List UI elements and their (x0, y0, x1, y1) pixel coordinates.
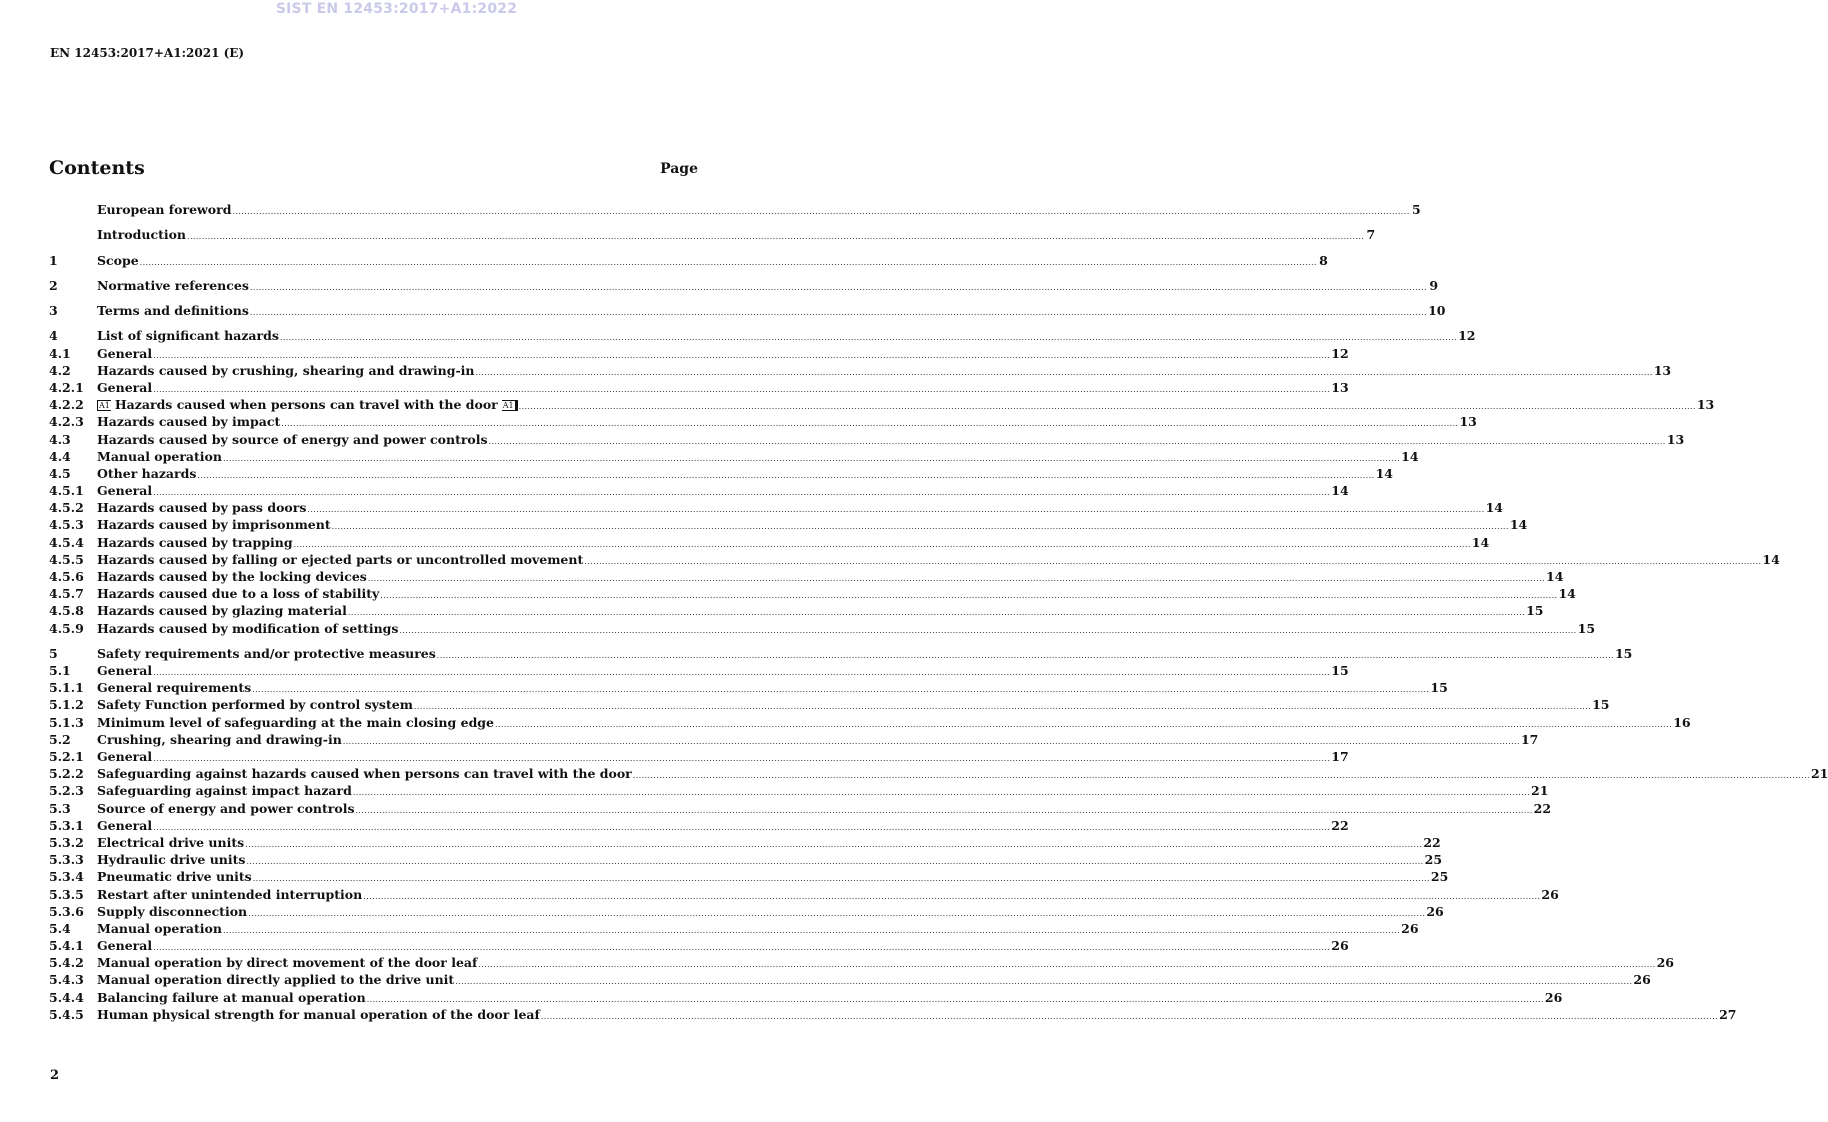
toc-entry[interactable] (49, 989, 1563, 1006)
toc-entry-title: General (97, 749, 153, 764)
toc-entry-title (97, 396, 518, 413)
toc-entry[interactable] (49, 226, 1376, 243)
page-column-label: Page (660, 161, 698, 177)
toc-entry-title: Electrical drive units (97, 834, 245, 850)
toc-entry-number: 5.1.3 (49, 714, 84, 730)
toc-entry[interactable] (49, 396, 1715, 413)
dot-leader: ................................................................................................................................................................................................................................................................................................................................................................................................................ (281, 419, 1459, 429)
toc-entry-title: Hazards caused by falling or ejected parts or uncontrolled movement (97, 551, 584, 567)
toc-entry-page: 22 (1423, 834, 1441, 850)
toc-entry-page: 15 (1614, 645, 1633, 661)
toc-entry-number: 5.1.1 (49, 680, 84, 696)
toc-entry-title: Pneumatic drive units (97, 869, 252, 885)
toc-entry-number: 5.3.5 (49, 886, 84, 902)
toc-entry-page: 27 (1719, 1006, 1737, 1022)
toc-entry[interactable] (49, 413, 1477, 430)
dot-leader: ................................................................................................................................................................................................................................................................................................................................................................................................................ (222, 925, 1401, 935)
toc-entry-number: 5.1 (49, 663, 71, 679)
dot-leader: ................................................................................................................................................................................................................................................................................................................................................................................................................ (475, 367, 1653, 377)
toc-entry-title: Hazards caused by pass doors (97, 500, 307, 516)
toc-entry-title: Manual operation directly applied to the drive unit (97, 972, 455, 988)
toc-entry-page: 14 (1471, 534, 1490, 550)
dot-leader: ................................................................................................................................................................................................................................................................................................................................................................................................................ (153, 350, 1331, 360)
footer-page-number: 2 (50, 1068, 60, 1083)
toc-entry-number: 4.5.1 (49, 483, 84, 499)
dot-leader: ................................................................................................................................................................................................................................................................................................................................................................................................................ (139, 257, 1317, 267)
toc-entry-number: 5.4.1 (49, 938, 84, 954)
dot-leader: ................................................................................................................................................................................................................................................................................................................................................................................................................ (584, 556, 1762, 566)
toc-entry-page: 22 (1331, 817, 1349, 833)
toc-entry[interactable] (49, 327, 1476, 344)
dot-leader: ................................................................................................................................................................................................................................................................................................................................................................................................................ (540, 1011, 1719, 1021)
toc-entry-title: Minimum level of safeguarding at the main closing edge (97, 714, 495, 730)
amendment-end-marker: A1 (502, 400, 518, 411)
toc-entry-number: 2 (49, 277, 58, 293)
toc-entry-page: 12 (1331, 345, 1349, 361)
toc-entry-number: 4.5.6 (49, 569, 84, 585)
toc-entry-title: Hazards caused by impact (97, 414, 281, 430)
toc-entry-page: 26 (1544, 989, 1563, 1005)
toc-entry-page: 15 (1331, 663, 1349, 679)
toc-entry-title: Supply disconnection (97, 903, 248, 919)
toc-entry[interactable] (49, 1006, 1737, 1023)
toc-entry-page: 16 (1673, 714, 1691, 730)
toc-entry[interactable] (49, 482, 1349, 499)
toc-entry-number: 5.3.6 (49, 903, 84, 919)
toc-entry-number: 5.2.3 (49, 783, 84, 799)
dot-leader: ................................................................................................................................................................................................................................................................................................................................................................................................................ (355, 805, 1533, 815)
dot-leader: ................................................................................................................................................................................................................................................................................................................................................................................................................ (399, 625, 1577, 635)
dot-leader: ................................................................................................................................................................................................................................................................................................................................................................................................................ (352, 788, 1531, 798)
toc-entry-number: 4.5.9 (49, 620, 84, 636)
toc-entry-page: 26 (1426, 903, 1444, 919)
dot-leader: ................................................................................................................................................................................................................................................................................................................................................................................................................ (367, 574, 1546, 584)
toc-entry[interactable] (49, 620, 1596, 637)
toc-entry[interactable] (49, 602, 1544, 619)
toc-entry-number: 4.5.5 (49, 551, 84, 567)
dot-leader: ................................................................................................................................................................................................................................................................................................................................................................................................................ (232, 207, 1410, 216)
toc-entry[interactable] (49, 465, 1393, 482)
toc-entry[interactable] (49, 696, 1610, 713)
toc-entry[interactable] (49, 748, 1349, 765)
toc-entry[interactable] (49, 551, 1780, 568)
toc-entry-page: 14 (1509, 517, 1528, 533)
toc-entry-number: 4.5.2 (49, 500, 84, 516)
toc-entry-title: General (97, 663, 153, 679)
toc-entry-title: Hazards caused by imprisonment (97, 517, 331, 533)
toc-entry-title: General requirements (97, 680, 252, 696)
dot-leader: ................................................................................................................................................................................................................................................................................................................................................................................................................ (153, 754, 1331, 763)
toc-entry-number: 4.3 (49, 431, 71, 447)
toc-entry-title: Crushing, shearing and drawing-in (97, 731, 342, 747)
dot-leader: ................................................................................................................................................................................................................................................................................................................................................................................................................ (153, 822, 1331, 832)
toc-entry-number: 5.2 (49, 731, 71, 747)
toc-entry-page: 14 (1762, 551, 1780, 567)
toc-entry-number: 4.1 (49, 345, 71, 361)
dot-leader: ................................................................................................................................................................................................................................................................................................................................................................................................................ (222, 453, 1401, 463)
dot-leader: ................................................................................................................................................................................................................................................................................................................................................................................................................ (495, 719, 1673, 729)
toc-entry-number: 4.2.2 (49, 397, 84, 413)
toc-entry-title: Manual operation (97, 448, 222, 464)
toc-entry[interactable] (49, 534, 1490, 551)
toc-entry-title: European foreword (97, 202, 232, 217)
toc-entry-title: Safety requirements and/or protective measures (97, 645, 436, 661)
toc-entry-page: 13 (1653, 362, 1672, 378)
toc-entry-title: Scope (97, 252, 139, 268)
toc-entry[interactable] (49, 662, 1349, 679)
toc-entry-title: General (97, 483, 153, 499)
toc-entry-number: 5.4.3 (49, 972, 84, 988)
toc-entry-title: Hazards caused by trapping (97, 534, 293, 550)
toc-entry-title: General (97, 379, 153, 395)
toc-entry-number: 5.3.2 (49, 834, 84, 850)
dot-leader: ................................................................................................................................................................................................................................................................................................................................................................................................................ (249, 282, 1428, 292)
dot-leader: ................................................................................................................................................................................................................................................................................................................................................................................................................ (249, 308, 1428, 318)
dot-leader: ................................................................................................................................................................................................................................................................................................................................................................................................................ (478, 960, 1656, 970)
toc-entry-number: 4 (49, 328, 58, 344)
toc-entry-page: 5 (1411, 202, 1421, 217)
toc-entry[interactable] (49, 302, 1446, 319)
toc-entry-page: 25 (1430, 869, 1449, 885)
toc-entry[interactable] (49, 499, 1503, 516)
toc-entry[interactable] (49, 731, 1539, 748)
toc-entry-title: Restart after unintended interruption (97, 886, 363, 902)
dot-leader: ................................................................................................................................................................................................................................................................................................................................................................................................................ (252, 685, 1430, 695)
toc-entry-page: 26 (1541, 886, 1559, 902)
toc-entry[interactable] (49, 277, 1439, 294)
toc-entry-title: Balancing failure at manual operation (97, 989, 366, 1005)
toc-entry[interactable] (49, 765, 1828, 782)
toc-entry-title: General (97, 817, 153, 833)
toc-entry-number: 5.3.3 (49, 852, 84, 868)
dot-leader: ................................................................................................................................................................................................................................................................................................................................................................................................................ (518, 402, 1696, 412)
toc-entry-title: Safeguarding against impact hazard (97, 783, 352, 799)
toc-entry-title: Hazards caused due to a loss of stability (97, 586, 380, 602)
toc-entry-title: Hydraulic drive units (97, 852, 246, 868)
watermark: SIST EN 12453:2017+A1:2022 (275, 1, 518, 17)
toc-entry-page: 14 (1375, 465, 1393, 481)
toc-entry[interactable] (49, 362, 1672, 379)
toc-entry[interactable] (49, 954, 1674, 971)
toc-entry-page: 13 (1459, 414, 1477, 430)
dot-leader: ................................................................................................................................................................................................................................................................................................................................................................................................................ (455, 977, 1633, 987)
dot-leader: ................................................................................................................................................................................................................................................................................................................................................................................................................ (153, 384, 1331, 394)
toc-entry-page: 7 (1366, 227, 1376, 243)
toc-entry-number: 4.5.8 (49, 603, 84, 619)
toc-entry-page: 13 (1666, 431, 1685, 447)
dot-leader: ................................................................................................................................................................................................................................................................................................................................................................................................................ (331, 522, 1509, 532)
toc-entry-number: 4.5 (49, 465, 71, 481)
dot-leader: ................................................................................................................................................................................................................................................................................................................................................................................................................ (307, 505, 1485, 515)
toc-entry[interactable] (49, 937, 1349, 954)
dot-leader: ................................................................................................................................................................................................................................................................................................................................................................................................................ (252, 874, 1430, 884)
dot-leader: ................................................................................................................................................................................................................................................................................................................................................................................................................ (245, 839, 1423, 849)
toc-entry-page: 14 (1485, 500, 1503, 516)
toc-entry[interactable] (49, 645, 1633, 662)
toc-entry-title: Hazards caused by crushing, shearing and drawing-in (97, 362, 475, 378)
toc-entry-page: 15 (1430, 680, 1448, 696)
toc-entry-page: 15 (1577, 620, 1596, 636)
toc-entry[interactable] (49, 834, 1441, 851)
toc-entry[interactable] (49, 379, 1349, 396)
toc-entry-number: 5.1.2 (49, 697, 84, 713)
toc-entry-number: 4.4 (49, 448, 71, 464)
toc-entry-page: 12 (1458, 328, 1476, 344)
toc-entry-number: 5 (49, 645, 58, 661)
toc-entry-page: 26 (1331, 938, 1349, 954)
toc-entry-title: Safety Function performed by control system (97, 697, 413, 713)
toc-entry-number: 4.2 (49, 362, 71, 378)
toc-entry[interactable] (49, 431, 1685, 448)
toc-entry[interactable] (49, 817, 1349, 834)
toc-entry-page: 26 (1656, 955, 1674, 971)
toc-entry-title-text: Hazards caused when persons can travel with the door (114, 397, 498, 413)
toc-entry[interactable] (49, 585, 1576, 602)
toc-entry-page: 26 (1633, 972, 1651, 988)
toc-entry-number: 5.3.1 (49, 817, 84, 833)
toc-entry-number: 1 (49, 252, 58, 268)
toc-entry[interactable] (49, 679, 1448, 696)
dot-leader: ................................................................................................................................................................................................................................................................................................................................................................................................................ (197, 470, 1375, 480)
toc-entry-page: 25 (1424, 852, 1443, 868)
toc-entry-page: 22 (1533, 800, 1552, 816)
toc-entry-number: 5.4.4 (49, 989, 84, 1005)
toc-entry-number: 4.5.4 (49, 534, 84, 550)
toc-entry-number: 3 (49, 303, 58, 319)
toc-entry-number: 5.3.4 (49, 869, 84, 885)
dot-leader: ................................................................................................................................................................................................................................................................................................................................................................................................................ (293, 539, 1471, 549)
toc-entry-number: 4.2.3 (49, 414, 84, 430)
dot-leader: ................................................................................................................................................................................................................................................................................................................................................................................................................ (279, 333, 1458, 343)
toc-entry-page: 9 (1429, 277, 1439, 293)
toc-entry[interactable] (49, 714, 1691, 731)
toc-entry-page: 10 (1428, 303, 1446, 319)
toc-entry[interactable] (49, 868, 1449, 885)
dot-leader: ................................................................................................................................................................................................................................................................................................................................................................................................................ (153, 943, 1331, 953)
dot-leader: ................................................................................................................................................................................................................................................................................................................................................................................................................ (347, 608, 1526, 618)
toc-entry-title: Hazards caused by glazing material (97, 603, 347, 619)
toc-entry[interactable] (49, 851, 1443, 868)
toc-entry-number: 5.3 (49, 800, 71, 816)
toc-entry[interactable] (49, 971, 1651, 988)
toc-entry-number: 4.5.7 (49, 586, 84, 602)
dot-leader: ................................................................................................................................................................................................................................................................................................................................................................................................................ (153, 668, 1331, 678)
toc-entry[interactable] (49, 516, 1528, 533)
toc-entry-page: 21 (1810, 766, 1828, 782)
dot-leader: ................................................................................................................................................................................................................................................................................................................................................................................................................ (246, 857, 1424, 867)
toc-entry-number: 5.4.5 (49, 1006, 84, 1022)
toc-entry-page: 17 (1520, 731, 1539, 747)
toc-entry[interactable] (49, 568, 1564, 585)
toc-entry[interactable] (49, 201, 1421, 218)
toc-entry-page: 21 (1531, 783, 1549, 799)
toc-entry[interactable] (49, 903, 1444, 920)
toc-entry[interactable] (49, 800, 1552, 817)
toc-entry[interactable] (49, 252, 1328, 269)
toc-entry-page: 13 (1696, 397, 1715, 413)
dot-leader: ................................................................................................................................................................................................................................................................................................................................................................................................................ (342, 736, 1520, 746)
toc-entry-page: 14 (1401, 448, 1419, 464)
table-of-contents (49, 201, 1828, 1023)
toc-entry-title: Hazards caused by the locking devices (97, 569, 367, 585)
toc-entry[interactable] (49, 782, 1549, 799)
toc-entry-page: 14 (1558, 586, 1576, 602)
toc-entry-title: Safeguarding against hazards caused when persons can travel with the door (97, 766, 632, 782)
dot-leader: ................................................................................................................................................................................................................................................................................................................................................................................................................ (380, 591, 1558, 601)
dot-leader: ................................................................................................................................................................................................................................................................................................................................................................................................................ (153, 488, 1331, 498)
document-header: EN 12453:2017+A1:2021 (E) (50, 46, 245, 60)
toc-entry-page: 13 (1331, 379, 1349, 395)
toc-entry-title: General (97, 938, 153, 954)
dot-leader: ................................................................................................................................................................................................................................................................................................................................................................................................................ (632, 771, 1810, 781)
amendment-start-marker: A1 (99, 401, 110, 411)
toc-entry-number: 5.4 (49, 920, 71, 936)
toc-entry-title: Terms and definitions (97, 303, 249, 319)
toc-entry-title: Hazards caused by source of energy and power controls (97, 431, 488, 447)
toc-entry-title: Source of energy and power controls (97, 800, 355, 816)
toc-entry[interactable] (49, 886, 1559, 903)
toc-entry-page: 15 (1526, 603, 1544, 619)
dot-leader: ................................................................................................................................................................................................................................................................................................................................................................................................................ (187, 232, 1365, 242)
toc-entry-title: General (97, 345, 153, 361)
toc-entry-title: Introduction (97, 227, 187, 243)
toc-entry-title: Normative references (97, 277, 249, 293)
toc-entry[interactable] (49, 448, 1419, 465)
toc-entry-page: 8 (1319, 252, 1328, 268)
toc-entry-page: 14 (1546, 569, 1564, 585)
contents-title: Contents (49, 157, 145, 179)
toc-entry-page: 15 (1592, 697, 1610, 713)
dot-leader: ................................................................................................................................................................................................................................................................................................................................................................................................................ (366, 994, 1544, 1004)
toc-entry-number: 4.5.3 (49, 517, 84, 533)
toc-entry-title: Other hazards (97, 465, 197, 481)
toc-entry[interactable] (49, 920, 1419, 937)
dot-leader: ................................................................................................................................................................................................................................................................................................................................................................................................................ (488, 436, 1666, 446)
toc-entry-title: Human physical strength for manual operation of the door leaf (97, 1006, 540, 1022)
toc-entry-title: List of significant hazards (97, 328, 279, 344)
toc-entry-number: 5.4.2 (49, 955, 84, 971)
toc-entry-title: Hazards caused by modification of settings (97, 620, 399, 636)
dot-leader: ................................................................................................................................................................................................................................................................................................................................................................................................................ (436, 650, 1614, 660)
toc-entry-number: 5.2.2 (49, 766, 84, 782)
toc-entry-number: 4.2.1 (49, 379, 84, 395)
toc-entry-title: Manual operation (97, 920, 222, 936)
toc-entry-page: 14 (1331, 483, 1349, 499)
dot-leader: ................................................................................................................................................................................................................................................................................................................................................................................................................ (363, 891, 1541, 901)
toc-entry-title: Manual operation by direct movement of the door leaf (97, 955, 478, 971)
toc-entry-page: 17 (1331, 749, 1349, 764)
dot-leader: ................................................................................................................................................................................................................................................................................................................................................................................................................ (248, 908, 1426, 918)
toc-entry-page: 26 (1401, 920, 1419, 936)
toc-entry-number: 5.2.1 (49, 749, 84, 764)
toc-entry[interactable] (49, 345, 1349, 362)
dot-leader: ................................................................................................................................................................................................................................................................................................................................................................................................................ (413, 702, 1592, 712)
